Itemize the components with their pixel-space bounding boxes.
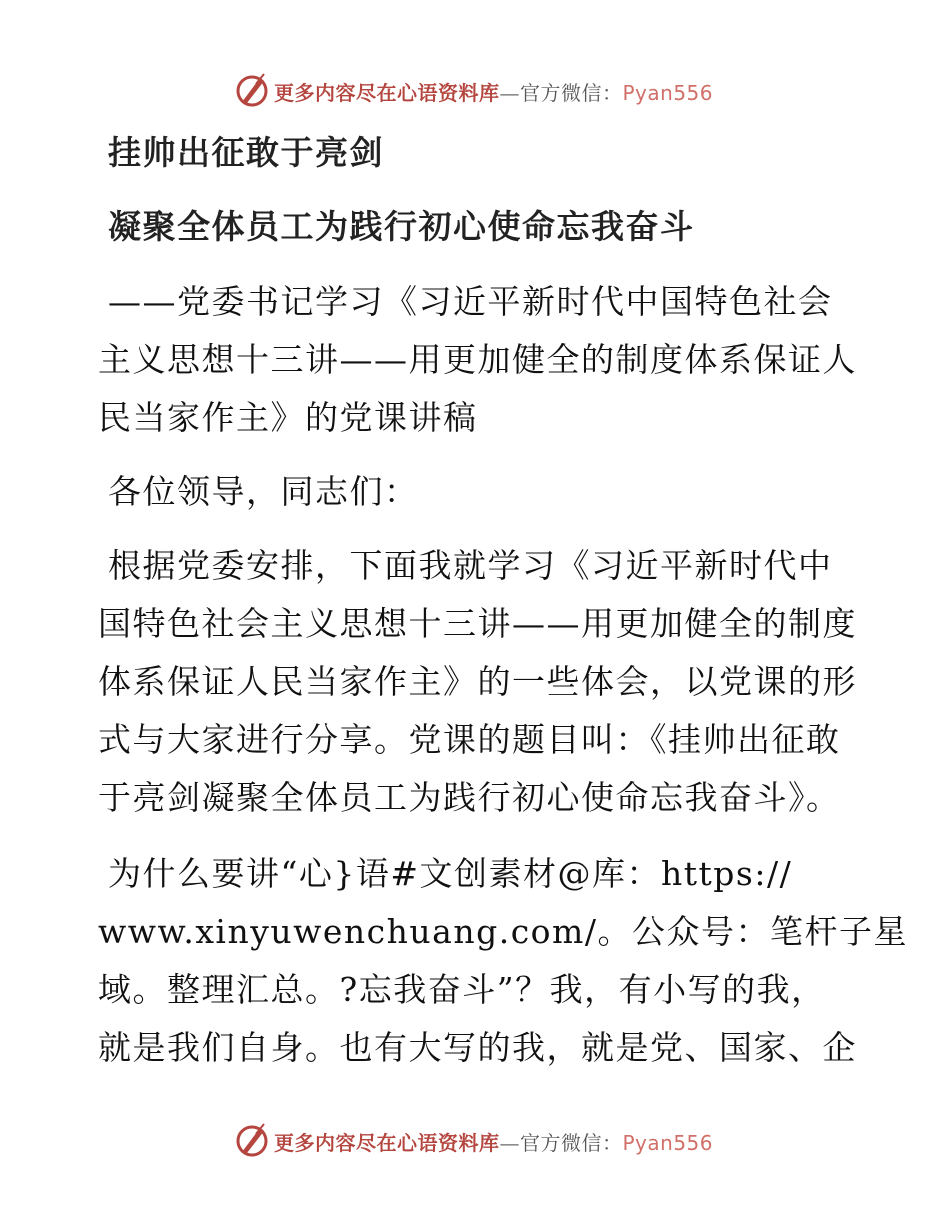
watermark-account: Pyan556 bbox=[622, 1131, 714, 1155]
header-watermark bbox=[0, 66, 950, 116]
subtitle-line: 民当家作主》的党课讲稿 bbox=[98, 398, 478, 437]
paragraph-line: 于亮剑凝聚全体员工为践行初心使命忘我奋斗》。 bbox=[98, 778, 841, 817]
watermark-dash: — bbox=[499, 1131, 520, 1155]
title-line-1: 挂帅出征敢于亮剑 bbox=[108, 133, 384, 172]
salutation: 各位领导，同志们： bbox=[108, 472, 419, 511]
watermark-red-text: 更多内容尽在心语资料库 bbox=[274, 1131, 500, 1155]
watermark-text bbox=[274, 1127, 713, 1156]
watermark-wechat-label: 官方微信： bbox=[520, 81, 623, 105]
paragraph-line: 国特色社会主义思想十三讲——用更加健全的制度 bbox=[98, 604, 857, 643]
paragraph-line: 体系保证人民当家作主》的一些体会，以党课的形 bbox=[98, 662, 857, 701]
paragraph-line: 域。整理汇总。?忘我奋斗”？我，有小写的我， bbox=[98, 970, 826, 1009]
paragraph-line: 式与大家进行分享。党课的题目叫：《挂帅出征敢 bbox=[98, 720, 841, 759]
paragraph-line: 根据党委安排，下面我就学习《习近平新时代中 bbox=[108, 546, 833, 585]
footer-watermark bbox=[0, 1116, 950, 1166]
paragraph-line: 就是我们自身。也有大写的我，就是党、国家、企 bbox=[98, 1028, 857, 1067]
title-line-2: 凝聚全体员工为践行初心使命忘我奋斗 bbox=[108, 207, 695, 246]
watermark-red-text: 更多内容尽在心语资料库 bbox=[274, 81, 500, 105]
subtitle-line: 主义思想十三讲——用更加健全的制度体系保证人 bbox=[98, 340, 857, 379]
watermark-dash: — bbox=[499, 81, 520, 105]
paragraph-line: www.xinyuwenchuang.com/。公众号：笔杆子星 bbox=[98, 912, 908, 951]
subtitle-line: ——党委书记学习《习近平新时代中国特色社会 bbox=[108, 282, 833, 321]
quill-seal-icon bbox=[234, 72, 270, 108]
watermark-wechat-label: 官方微信： bbox=[520, 1131, 623, 1155]
paragraph-line: 为什么要讲“心}语#文创素材@库：https:// bbox=[108, 854, 793, 893]
watermark-account: Pyan556 bbox=[622, 81, 714, 105]
watermark-text bbox=[274, 77, 713, 106]
quill-seal-icon bbox=[234, 1122, 270, 1158]
